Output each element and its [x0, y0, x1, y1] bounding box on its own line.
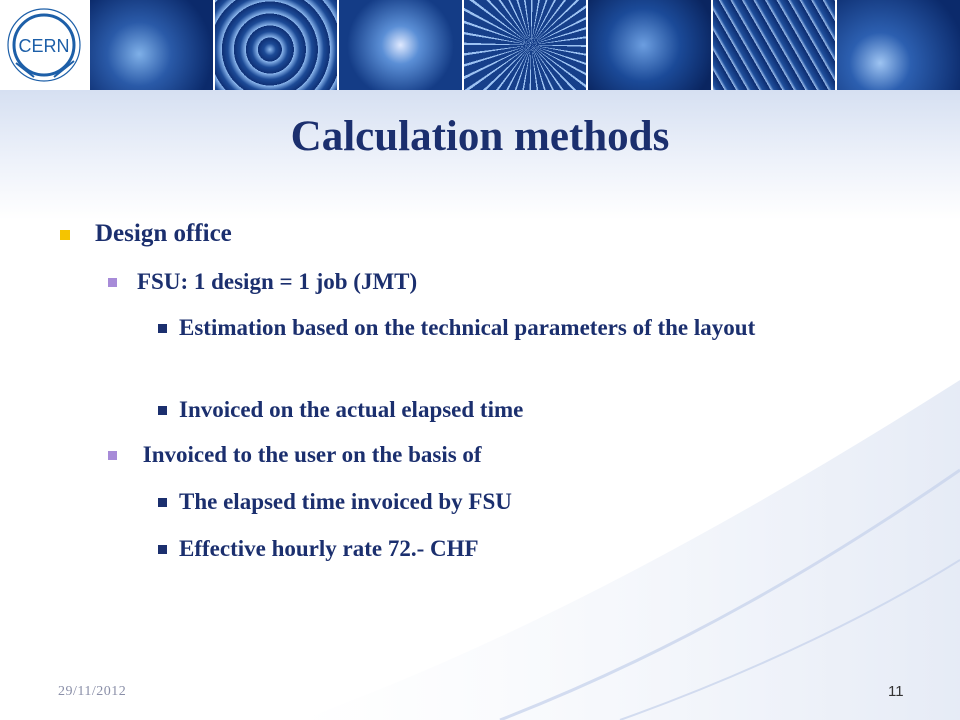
- square-bullet-icon: [158, 498, 167, 507]
- footer-date: 29/11/2012: [58, 684, 127, 699]
- bullet-text: FSU: 1 design = 1 job (JMT): [137, 269, 418, 294]
- list-item: [108, 264, 908, 300]
- bullet-text: Invoiced to the user on the basis of: [137, 442, 482, 467]
- square-bullet-icon: [108, 278, 117, 287]
- list-item: [60, 216, 920, 252]
- list-item: [158, 310, 898, 346]
- square-bullet-icon: [158, 324, 167, 333]
- bullet-text: Estimation based on the technical parameters of the layout: [179, 315, 756, 340]
- square-bullet-icon: [158, 406, 167, 415]
- page-number: 11: [888, 683, 904, 700]
- logo-text: CERN: [18, 36, 70, 56]
- list-item: [158, 531, 898, 567]
- square-bullet-icon: [108, 451, 117, 460]
- square-bullet-icon: [60, 230, 70, 240]
- list-item: [108, 437, 908, 473]
- list-item: [158, 392, 898, 428]
- bullet-text: Invoiced on the actual elapsed time: [179, 397, 524, 422]
- square-bullet-icon: [158, 545, 167, 554]
- list-item: [158, 484, 898, 520]
- slide-title: Calculation methods: [290, 113, 670, 160]
- bullet-text: The elapsed time invoiced by FSU: [179, 489, 512, 514]
- bullet-text: Design office: [95, 220, 232, 247]
- bullet-text: Effective hourly rate 72.- CHF: [179, 536, 479, 561]
